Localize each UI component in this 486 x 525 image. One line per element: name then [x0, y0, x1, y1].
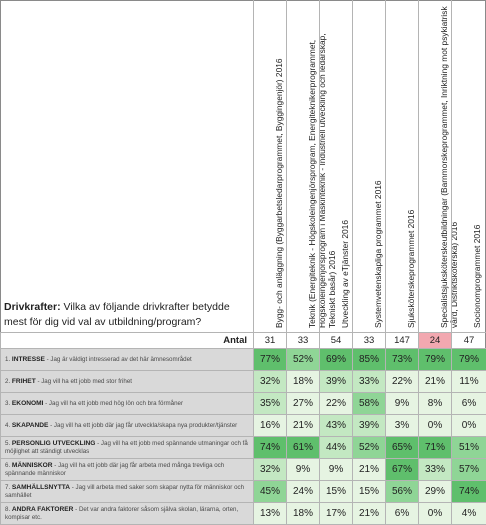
value-cell: 21%: [419, 371, 452, 393]
column-header-text: Specialistsjuksköterskeutbildningar (Barnmorskeprogrammet, Inriktning mot psykiatrisk vård, Distriktsköterska) 2016: [439, 2, 459, 328]
value-cell: 18%: [287, 371, 320, 393]
driver-name: EKONOMI: [12, 400, 44, 407]
column-header: [286, 0, 315, 332]
driver-label: [1, 459, 254, 481]
antal-cell: 33: [353, 333, 386, 349]
column-header-text: Systemvetenskapliga programmet 2016: [373, 2, 383, 328]
driver-label: [1, 393, 254, 415]
driver-number: 1.: [5, 356, 10, 363]
question-bold: Drivkrafter:: [4, 301, 61, 313]
antal-row: [1, 333, 486, 349]
value-cell: 73%: [386, 349, 419, 371]
question-body: Vilka av följande drivkrafter betydde mest för dig vid val av utbildning/program?: [4, 301, 230, 328]
table-row: [1, 481, 486, 503]
value-cell: 57%: [452, 459, 486, 481]
value-cell: 74%: [452, 481, 486, 503]
table-row: [1, 349, 486, 371]
value-cell: 51%: [452, 437, 486, 459]
value-cell: 27%: [287, 393, 320, 415]
value-cell: 43%: [320, 415, 353, 437]
value-cell: 74%: [254, 437, 287, 459]
table-row: [1, 393, 486, 415]
value-cell: 33%: [353, 371, 386, 393]
driver-name: ANDRA FAKTORER: [12, 506, 74, 513]
table-row: [1, 459, 486, 481]
value-cell: 67%: [386, 459, 419, 481]
value-cell: 39%: [320, 371, 353, 393]
value-cell: 21%: [287, 415, 320, 437]
driver-description: - Jag vill ha ett jobb med stor frihet: [36, 378, 132, 385]
value-cell: 15%: [320, 481, 353, 503]
value-cell: 65%: [386, 437, 419, 459]
value-cell: 71%: [419, 437, 452, 459]
value-cell: 3%: [386, 415, 419, 437]
driver-number: 5.: [5, 440, 10, 447]
antal-cell: 24: [419, 333, 452, 349]
value-cell: 58%: [353, 393, 386, 415]
value-cell: 9%: [320, 459, 353, 481]
antal-cell: 31: [254, 333, 287, 349]
driver-description: - Jag vill ha ett jobb med spännande utmaningar och få möjlighet att ständigt utvecklas: [5, 440, 248, 455]
driver-name: PERSONLIG UTVECKLING: [12, 440, 96, 447]
column-header: [451, 0, 480, 332]
table-row: [1, 437, 486, 459]
value-cell: 22%: [320, 393, 353, 415]
column-header-text: Utveckling av eTjänster 2016: [340, 2, 350, 328]
value-cell: 21%: [353, 503, 386, 525]
value-cell: 21%: [353, 459, 386, 481]
value-cell: 8%: [419, 393, 452, 415]
table-row: [1, 415, 486, 437]
driver-description: - Jag vill ha ett jobb med hög lön och bra förmåner: [43, 400, 183, 407]
driver-name: SKAPANDE: [12, 422, 49, 429]
results-table: [0, 332, 486, 525]
value-cell: 16%: [254, 415, 287, 437]
driver-name: MÄNNISKOR: [12, 462, 53, 469]
driver-label: [1, 371, 254, 393]
value-cell: 45%: [254, 481, 287, 503]
value-cell: 39%: [353, 415, 386, 437]
value-cell: 32%: [254, 371, 287, 393]
driver-description: - Jag vill arbeta med saker som skapar nytta för människor och samhället: [5, 484, 244, 499]
value-cell: 9%: [386, 393, 419, 415]
column-header-text: Bygg- och anläggning (Byggarbetsledarprogrammet, Byggingenjör) 2016: [274, 2, 284, 328]
value-cell: 85%: [353, 349, 386, 371]
driver-description: - Jag är väldigt intresserad av det här ämnesområdet: [45, 356, 192, 363]
driver-description: - Jag vill ha ett jobb där jag får utveckla/skapa nya produkter/tjänster: [48, 422, 237, 429]
value-cell: 56%: [386, 481, 419, 503]
driver-name: FRIHET: [12, 378, 36, 385]
value-cell: 77%: [254, 349, 287, 371]
value-cell: 0%: [452, 415, 486, 437]
driver-label: [1, 437, 254, 459]
value-cell: 6%: [452, 393, 486, 415]
driver-label: [1, 415, 254, 437]
value-cell: 79%: [452, 349, 486, 371]
column-header: [418, 0, 447, 332]
value-cell: 4%: [452, 503, 486, 525]
value-cell: 24%: [287, 481, 320, 503]
column-header-text: Socionomprogrammet 2016: [472, 2, 482, 328]
value-cell: 79%: [419, 349, 452, 371]
value-cell: 15%: [353, 481, 386, 503]
column-header: [319, 0, 348, 332]
antal-cell: 54: [320, 333, 353, 349]
value-cell: 13%: [254, 503, 287, 525]
antal-cell: 33: [287, 333, 320, 349]
value-cell: 6%: [386, 503, 419, 525]
value-cell: 32%: [254, 459, 287, 481]
driver-number: 3.: [5, 400, 10, 407]
column-header: [253, 0, 282, 332]
driver-number: 2.: [5, 378, 10, 385]
driver-number: 7.: [5, 484, 10, 491]
value-cell: 29%: [419, 481, 452, 503]
driver-description: - Det var andra faktorer såsom själva skolan, lärarna, orten, kompisar etc.: [5, 506, 238, 521]
driver-number: 8.: [5, 506, 10, 513]
value-cell: 9%: [287, 459, 320, 481]
driver-number: 4.: [5, 422, 10, 429]
driver-label: [1, 481, 254, 503]
value-cell: 22%: [386, 371, 419, 393]
driver-name: INTRESSE: [12, 356, 45, 363]
driver-label: [1, 349, 254, 371]
driver-name: SAMHÄLLSNYTTA: [12, 484, 70, 491]
value-cell: 52%: [353, 437, 386, 459]
antal-cell: 47: [452, 333, 486, 349]
value-cell: 52%: [287, 349, 320, 371]
column-header-text: Teknik (Energiteknik - Högskoleingenjörsprogram, Energiteknikerprogrammet, Högskoleingenjörsprogram i Maskinteknik - Industriell utveckling och ledarskap, Tekniskt basår) 2016: [307, 2, 337, 328]
driver-label: [1, 503, 254, 525]
value-cell: 18%: [287, 503, 320, 525]
question-text: [4, 300, 244, 330]
antal-label: Antal: [1, 333, 254, 349]
driver-number: 6.: [5, 462, 10, 469]
antal-cell: 147: [386, 333, 419, 349]
value-cell: 33%: [419, 459, 452, 481]
value-cell: 44%: [320, 437, 353, 459]
value-cell: 0%: [419, 503, 452, 525]
driver-description: - Jag vill ha ett jobb där jag får arbeta med många trevliga och spännande människor: [5, 462, 224, 477]
column-header: [352, 0, 381, 332]
value-cell: 17%: [320, 503, 353, 525]
table-row: [1, 503, 486, 525]
column-header-text: Sjuksköterskeprogrammet 2016: [406, 2, 416, 328]
value-cell: 61%: [287, 437, 320, 459]
value-cell: 11%: [452, 371, 486, 393]
value-cell: 0%: [419, 415, 452, 437]
column-header: [385, 0, 414, 332]
table-row: [1, 371, 486, 393]
value-cell: 35%: [254, 393, 287, 415]
value-cell: 69%: [320, 349, 353, 371]
column-headers: [253, 0, 485, 332]
